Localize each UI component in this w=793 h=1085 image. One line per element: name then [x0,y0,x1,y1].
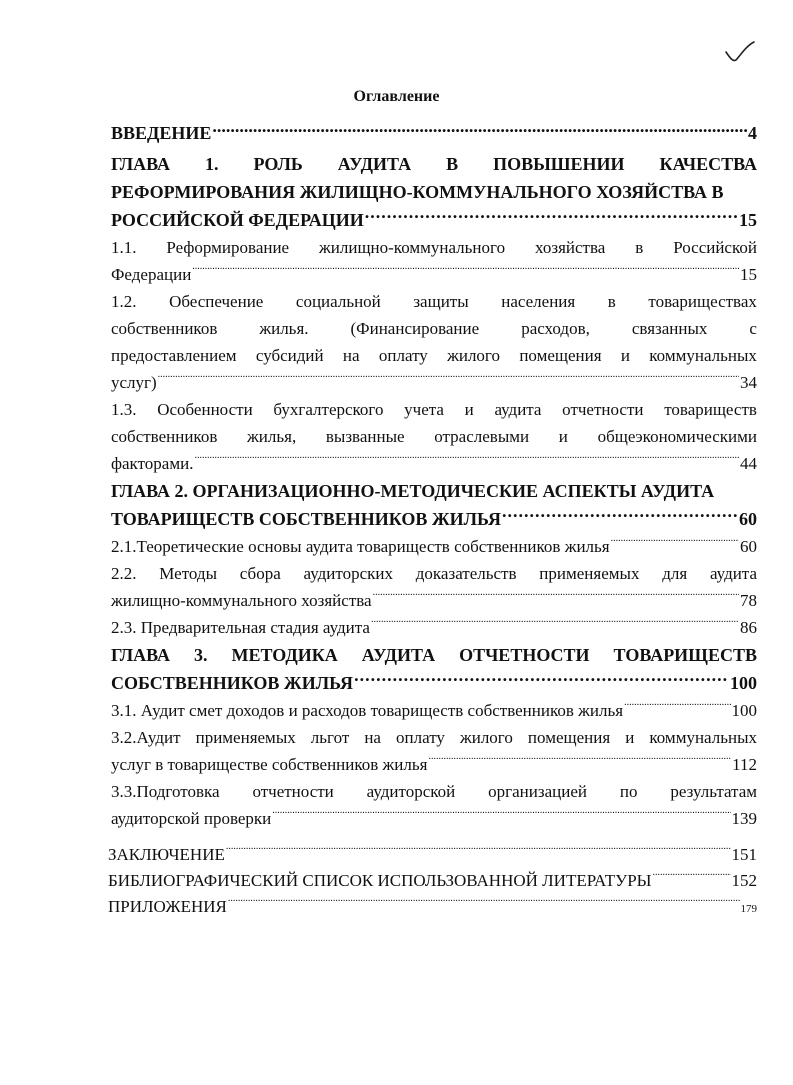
toc-entry-section-1-1[interactable] [111,234,757,288]
toc-entry-label: аудиторской проверки [111,809,272,828]
toc-entry-label: ТОВАРИЩЕСТВ СОБСТВЕННИКОВ ЖИЛЬЯ [111,509,501,529]
dot-leader [428,753,731,770]
toc-entry-section-3-3[interactable] [111,778,757,832]
toc-last-line [111,369,757,396]
toc-entry-chapter-2[interactable] [111,477,757,533]
toc-text-line: 1.1. Реформирование жилищно-коммунального хозяйства в Российской [111,238,757,257]
dot-leader [373,589,739,606]
toc-entry-introduction[interactable] [111,120,757,146]
toc-text-line: 1.3. Особенности бухгалтерского учета и аудита отчетности товариществ [111,400,757,419]
toc-last-line [111,206,757,234]
toc-entry-label: Федерации [111,265,192,284]
toc-text-line: 1.2. Обеспечение социальной защиты населения в товариществах [111,292,757,311]
dot-leader [502,507,738,525]
toc-page-number: 44 [740,454,757,473]
dot-leader [272,807,730,824]
toc-page-number: 152 [731,871,757,890]
table-of-contents [108,120,757,922]
toc-page-number: 15 [739,210,757,230]
toc-entry-label: БИБЛИОГРАФИЧЕСКИЙ СПИСОК ИСПОЛЬЗОВАННОЙ ЛИТЕРАТУРЫ [108,871,652,890]
dot-leader [365,208,738,226]
toc-page-number: 112 [732,755,757,774]
toc-last-line [111,450,757,477]
toc-entry-label: ЗАКЛЮЧЕНИЕ [108,845,225,864]
toc-entry-section-1-2[interactable] [111,288,757,396]
dot-leader [194,452,739,469]
toc-text-line: 3.2.Аудит применяемых льгот на оплату жилого помещения и коммунальных [111,728,757,747]
toc-entry-label: РОССИЙСКОЙ ФЕДЕРАЦИИ [111,210,364,230]
toc-entry-section-2-2[interactable] [111,560,757,614]
toc-entry-label: 2.3. Предварительная стадия аудита [111,618,370,637]
toc-entry-label: 2.1.Теоретические основы аудита товариществ собственников жилья [111,537,610,556]
toc-entry-section-3-1[interactable] [111,697,757,724]
toc-page-number: 139 [731,809,757,828]
toc-last-line [111,261,757,288]
toc-text-line: ГЛАВА 3. МЕТОДИКА АУДИТА ОТЧЕТНОСТИ ТОВАРИЩЕСТВ [111,645,757,665]
toc-entry-bibliography[interactable] [108,868,757,894]
toc-entry-chapter-1[interactable] [111,150,757,234]
toc-text-line: РЕФОРМИРОВАНИЯ ЖИЛИЩНО-КОММУНАЛЬНОГО ХОЗЯЙСТВА В [111,182,724,202]
toc-text-line: ГЛАВА 2. ОРГАНИЗАЦИОННО-МЕТОДИЧЕСКИЕ АСПЕКТЫ АУДИТА [111,481,715,501]
toc-page-number: 100 [730,673,757,693]
toc-entry-section-2-1[interactable] [111,533,757,560]
toc-entry-label: ПРИЛОЖЕНИЯ [108,897,227,916]
toc-text-line: предоставлением субсидий на оплату жилого помещения и коммунальных [111,346,757,365]
toc-page-number: 60 [740,537,757,556]
toc-last-line [111,614,757,641]
dot-leader [371,616,739,633]
toc-page-number: 151 [731,845,757,864]
toc-last-line [111,587,757,614]
toc-last-line [111,505,757,533]
toc-text-line: собственников жилья. (Финансирование расходов, связанных с [111,319,757,338]
toc-last-line [111,533,757,560]
toc-entry-label: факторами. [111,454,194,473]
dot-leader [158,371,739,388]
toc-entry-section-2-3[interactable] [111,614,757,641]
toc-page-number: 78 [740,591,757,610]
toc-text-line: 2.2. Методы сбора аудиторских доказательств применяемых для аудита [111,564,757,583]
toc-page-number: 60 [739,509,757,529]
toc-entry-conclusion[interactable] [108,842,757,868]
dot-leader [192,263,739,280]
toc-entry-label: услуг в товариществе собственников жилья [111,755,428,774]
toc-heading: Оглавление [353,88,440,105]
dot-leader [228,895,740,912]
toc-last-line [111,805,757,832]
toc-entry-label: СОБСТВЕННИКОВ ЖИЛЬЯ [111,673,354,693]
handwritten-checkmark-icon [722,36,758,66]
toc-last-line [111,697,757,724]
toc-entry-appendices[interactable] [108,894,757,922]
dot-leader [611,535,739,552]
toc-entry-section-3-2[interactable] [111,724,757,778]
dot-leader [624,699,730,716]
toc-last-line [111,751,757,778]
toc-page-number: 100 [731,701,757,720]
toc-text-line: ГЛАВА 1. РОЛЬ АУДИТА В ПОВЫШЕНИИ КАЧЕСТВА [111,154,757,174]
toc-page-number: 15 [740,265,757,284]
dot-leader [226,843,731,860]
dot-leader [354,671,729,689]
dot-leader [212,121,747,139]
toc-page-number: 34 [740,373,757,392]
toc-entry-label: услуг) [111,373,157,392]
toc-last-line [111,669,757,697]
toc-text-line: 3.3.Подготовка отчетности аудиторской организацией по результатам [111,782,757,801]
toc-entry-label: 3.1. Аудит смет доходов и расходов товариществ собственников жилья [111,701,624,720]
dot-leader [653,869,731,886]
toc-entry-label: ВВЕДЕНИЕ [111,123,212,143]
toc-entry-chapter-3[interactable] [111,641,757,697]
toc-page-number: 179 [740,903,757,915]
toc-entry-section-1-3[interactable] [111,396,757,477]
toc-page-number: 4 [748,123,757,143]
toc-text-line: собственников жилья, вызванные отраслевыми и общеэкономическими [111,427,757,446]
toc-entry-label: жилищно-коммунального хозяйства [111,591,372,610]
toc-page-number: 86 [740,618,757,637]
